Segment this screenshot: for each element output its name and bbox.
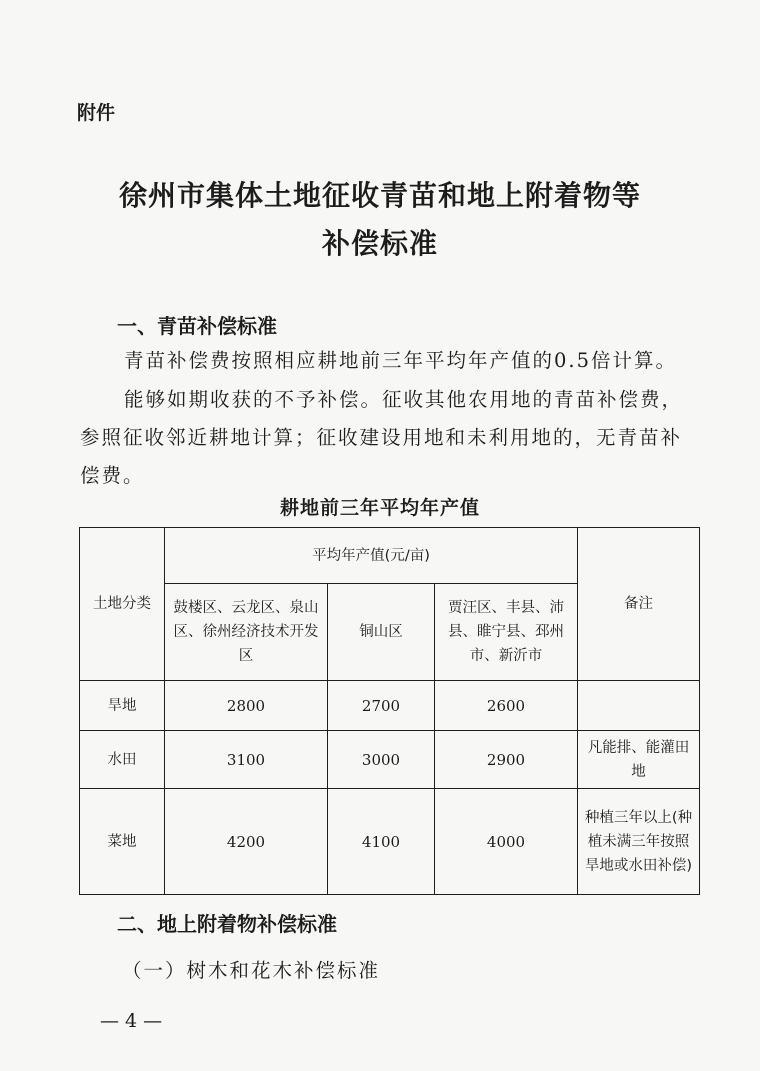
section1-paragraph-line: 偿费。 xyxy=(80,464,145,487)
section1-paragraph-line: 参照征收邻近耕地计算；征收建设用地和未利用地的，无青苗补 xyxy=(80,426,683,449)
header-district-group-c: 贾汪区、丰县、沛县、睢宁县、邳州市、新沂市 xyxy=(435,584,578,681)
section1-paragraph-line: 能够如期收获的不予补偿。征收其他农用地的青苗补偿费， xyxy=(124,388,684,411)
land-type-cell: 菜地 xyxy=(80,789,165,895)
page-number: — 4 — xyxy=(100,1010,163,1032)
remark-cell xyxy=(578,681,700,731)
value-cell: 2600 xyxy=(435,681,578,731)
attachment-label: 附件 xyxy=(77,102,116,124)
remark-cell: 凡能排、能灌田地 xyxy=(578,731,700,789)
header-district-group-b: 铜山区 xyxy=(328,584,435,681)
value-cell: 4000 xyxy=(435,789,578,895)
table-caption: 耕地前三年平均年产值 xyxy=(279,497,480,519)
yield-value-table xyxy=(79,527,700,895)
land-type-cell: 水田 xyxy=(80,731,165,789)
value-cell: 2700 xyxy=(328,681,435,731)
value-cell: 2900 xyxy=(435,731,578,789)
section1-heading: 一、青苗补偿标准 xyxy=(117,314,277,338)
value-cell: 3100 xyxy=(165,731,328,789)
table-row xyxy=(80,731,700,789)
section2-subheading: （一）树木和花木补偿标准 xyxy=(122,959,381,982)
value-cell: 3000 xyxy=(328,731,435,789)
value-cell: 4200 xyxy=(165,789,328,895)
land-type-cell: 旱地 xyxy=(80,681,165,731)
document-title-line1: 徐州市集体土地征收青苗和地上附着物等 xyxy=(118,179,641,212)
header-remark: 备注 xyxy=(578,528,700,681)
document-title-line2: 补偿标准 xyxy=(321,227,438,260)
value-cell: 4100 xyxy=(328,789,435,895)
table-row xyxy=(80,789,700,895)
value-cell: 2800 xyxy=(165,681,328,731)
section2-heading: 二、地上附着物补偿标准 xyxy=(117,912,337,936)
remark-cell: 种植三年以上(种植未满三年按照旱地或水田补偿) xyxy=(578,789,700,895)
section1-paragraph-line: 青苗补偿费按照相应耕地前三年平均年产值的0.5倍计算。 xyxy=(124,349,678,372)
table-row xyxy=(80,681,700,731)
header-land-type: 土地分类 xyxy=(80,528,165,681)
header-average-value: 平均年产值(元/亩) xyxy=(165,528,578,584)
header-district-group-a: 鼓楼区、云龙区、泉山区、徐州经济技术开发区 xyxy=(165,584,328,681)
